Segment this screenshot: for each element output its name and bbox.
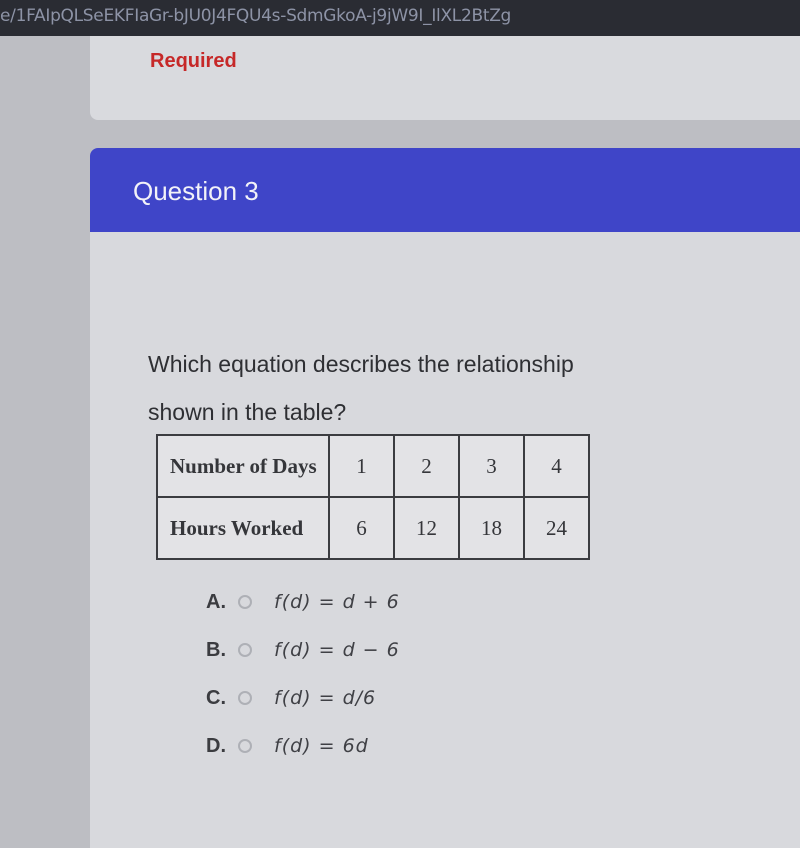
option-equation: f(d) = d + 6 xyxy=(274,591,400,613)
table-cell: 3 xyxy=(459,435,524,497)
option-letter: A. xyxy=(206,590,226,613)
table-cell: 24 xyxy=(524,497,589,559)
option-c[interactable] xyxy=(206,674,400,722)
table-row xyxy=(157,435,589,497)
previous-question-card xyxy=(90,36,800,120)
table-cell: 4 xyxy=(524,435,589,497)
option-equation: f(d) = d − 6 xyxy=(274,639,400,661)
option-a[interactable] xyxy=(206,578,400,626)
table-cell: 18 xyxy=(459,497,524,559)
table-row xyxy=(157,497,589,559)
radio-button[interactable] xyxy=(238,739,252,753)
required-label: Required xyxy=(150,50,237,72)
address-bar[interactable] xyxy=(0,0,800,36)
question-card xyxy=(90,148,800,848)
option-letter: D. xyxy=(206,734,226,757)
option-b[interactable] xyxy=(206,626,400,674)
radio-button[interactable] xyxy=(238,595,252,609)
radio-button[interactable] xyxy=(238,643,252,657)
option-letter: C. xyxy=(206,686,226,709)
table-cell: 12 xyxy=(394,497,459,559)
table-cell: 2 xyxy=(394,435,459,497)
option-equation: f(d) = d/6 xyxy=(274,687,377,709)
question-prompt: Which equation describes the relationship shown in the table? xyxy=(148,351,574,425)
answer-options xyxy=(206,578,400,770)
radio-button[interactable] xyxy=(238,691,252,705)
option-d[interactable] xyxy=(206,722,400,770)
url-text: e/1FAIpQLSeEKFIaGr-bJU0J4FQU4s-SdmGkoA-j9jW9I_IlXL2BtZg xyxy=(0,6,512,26)
option-letter: B. xyxy=(206,638,226,661)
table-cell: 1 xyxy=(329,435,394,497)
question-title: Question 3 xyxy=(133,176,259,206)
question-header xyxy=(90,148,800,232)
option-equation: f(d) = 6d xyxy=(274,735,369,757)
table-cell: 6 xyxy=(329,497,394,559)
row-label-days: Number of Days xyxy=(157,435,329,497)
row-label-hours: Hours Worked xyxy=(157,497,329,559)
data-table xyxy=(156,434,590,560)
